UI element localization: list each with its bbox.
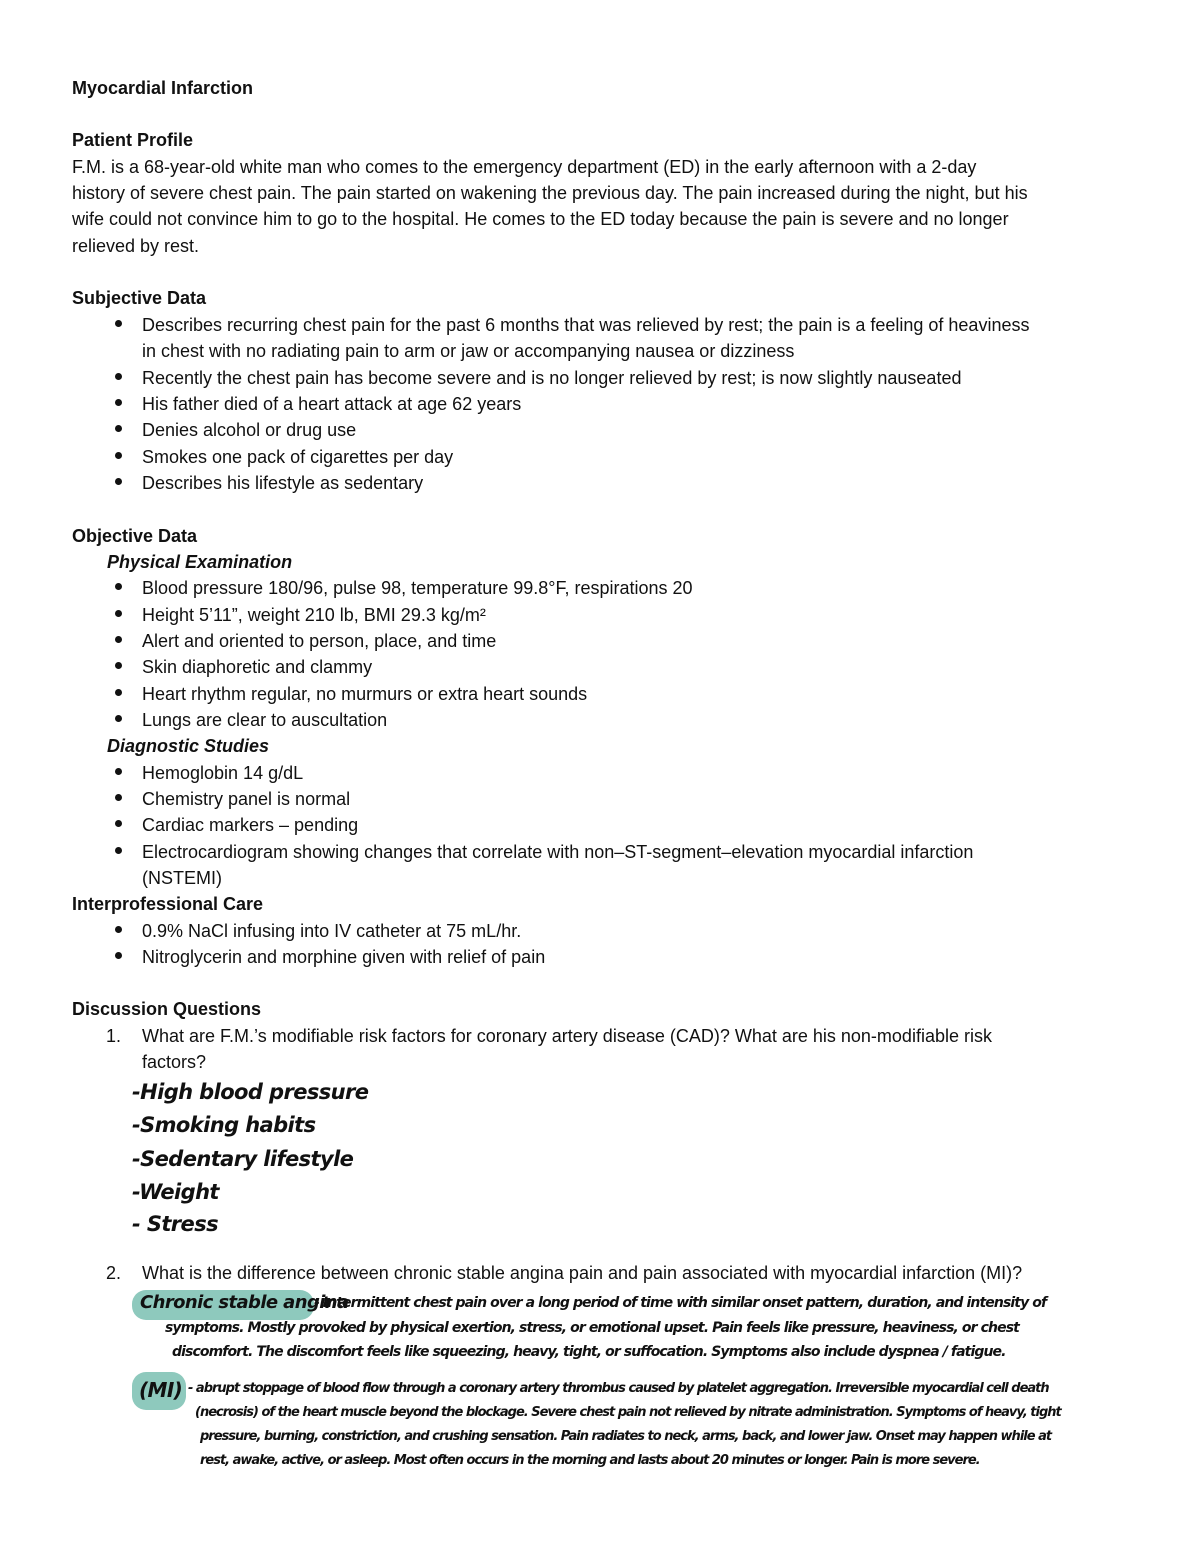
physical-exam-subheading: Physical Examination	[107, 552, 293, 572]
diagnostic-item: Chemistry panel is normal	[142, 789, 351, 809]
bullet-icon	[115, 952, 122, 959]
profile-line: wife could not convince him to go to the hospital. He comes to the ED today because the pain is severe and no longer	[72, 209, 1009, 229]
bullet-icon	[115, 320, 122, 327]
question-number: 2.	[106, 1263, 122, 1283]
mi-answer-line: pressure, burning, constriction, and crushing sensation. Pain radiates to neck, arms, back, and lower jaw. Onset may happen while at	[200, 1429, 1052, 1444]
question-number: 1.	[106, 1026, 122, 1046]
subjective-item-continued: in chest with no radiating pain to arm or jaw or accompanying nausea or dizziness	[142, 341, 795, 361]
bullet-icon	[115, 820, 122, 827]
care-item: 0.9% NaCl infusing into IV catheter at 75 mL/hr.	[142, 921, 522, 941]
handwritten-answer: - Stress	[132, 1212, 218, 1236]
diagnostic-item: Electrocardiogram showing changes that correlate with non–ST-segment–elevation myocardial infarction	[142, 842, 974, 862]
profile-line: history of severe chest pain. The pain started on wakening the previous day. The pain increased during the night, but his	[72, 183, 1028, 203]
mi-label: (MI)	[139, 1378, 183, 1402]
mi-answer-line: - abrupt stoppage of blood flow through a coronary artery thrombus caused by platelet aggregation. Irreversible myocardial cell death	[188, 1381, 1049, 1396]
handwritten-answer: -Sedentary lifestyle	[132, 1147, 354, 1171]
physical-item: Blood pressure 180/96, pulse 98, temperature 99.8°F, respirations 20	[142, 578, 693, 598]
bullet-icon	[115, 399, 122, 406]
physical-item: Skin diaphoretic and clammy	[142, 657, 373, 677]
bullet-icon	[115, 926, 122, 933]
discussion-heading: Discussion Questions	[72, 999, 262, 1019]
question-1-text-continued: factors?	[142, 1052, 207, 1072]
physical-item: Alert and oriented to person, place, and time	[142, 631, 497, 651]
angina-answer-line: - Intermittent chest pain over a long period of time with similar onset pattern, duration, and intensity of	[314, 1295, 1047, 1311]
physical-item: Heart rhythm regular, no murmurs or extra heart sounds	[142, 684, 588, 704]
question-2-text: What is the difference between chronic stable angina pain and pain associated with myocardial infarction (MI)?	[142, 1263, 1023, 1283]
bullet-icon	[115, 478, 122, 485]
handwritten-answer: -Weight	[132, 1180, 219, 1204]
mi-answer-line: rest, awake, active, or asleep. Most often occurs in the morning and lasts about 20 minutes or longer. Pain is more severe.	[200, 1453, 980, 1468]
bullet-icon	[115, 583, 122, 590]
subjective-item: Describes recurring chest pain for the past 6 months that was relieved by rest; the pain is a feeling of heaviness	[142, 315, 1030, 335]
subjective-item: Smokes one pack of cigarettes per day	[142, 447, 454, 467]
angina-answer-line: symptoms. Mostly provoked by physical exertion, stress, or emotional upset. Pain feels like pressure, heaviness, or chest	[165, 1320, 1019, 1336]
diagnostic-item: Hemoglobin 14 g/dL	[142, 763, 304, 783]
profile-line: relieved by rest.	[72, 236, 200, 256]
diagnostic-subheading: Diagnostic Studies	[107, 736, 270, 756]
bullet-icon	[115, 452, 122, 459]
subjective-item: Describes his lifestyle as sedentary	[142, 473, 424, 493]
mi-answer-line: (necrosis) of the heart muscle beyond the blockage. Severe chest pain not relieved by nitrate administration. Symptoms of heavy, tight	[195, 1405, 1061, 1420]
physical-item: Height 5’11”, weight 210 lb, BMI 29.3 kg/m²	[142, 605, 486, 625]
diagnostic-item-continued: (NSTEMI)	[142, 868, 222, 888]
physical-item: Lungs are clear to auscultation	[142, 710, 388, 730]
bullet-icon	[115, 373, 122, 380]
bullet-icon	[115, 794, 122, 801]
bullet-icon	[115, 636, 122, 643]
subjective-item: Recently the chest pain has become severe and is no longer relieved by rest; is now slightly nauseated	[142, 368, 962, 388]
handwritten-answer: -High blood pressure	[132, 1080, 369, 1104]
bullet-icon	[115, 715, 122, 722]
bullet-icon	[115, 610, 122, 617]
bullet-icon	[115, 662, 122, 669]
objective-heading: Objective Data	[72, 526, 198, 546]
bullet-icon	[115, 847, 122, 854]
handwritten-answer: -Smoking habits	[132, 1113, 316, 1137]
profile-line: F.M. is a 68-year-old white man who comes to the emergency department (ED) in the early afternoon with a 2-day	[72, 157, 977, 177]
care-heading: Interprofessional Care	[72, 894, 264, 914]
subjective-item: Denies alcohol or drug use	[142, 420, 357, 440]
bullet-icon	[115, 768, 122, 775]
bullet-icon	[115, 689, 122, 696]
patient-profile-heading: Patient Profile	[72, 130, 194, 150]
angina-answer-line: discomfort. The discomfort feels like squeezing, heavy, tight, or suffocation. Symptoms also include dyspnea / fatigue.	[172, 1344, 1006, 1360]
angina-label: Chronic stable angina	[140, 1292, 349, 1313]
subjective-item: His father died of a heart attack at age 62 years	[142, 394, 522, 414]
diagnostic-item: Cardiac markers – pending	[142, 815, 359, 835]
document-title: Myocardial Infarction	[72, 78, 254, 98]
subjective-heading: Subjective Data	[72, 288, 207, 308]
question-1-text: What are F.M.’s modifiable risk factors for coronary artery disease (CAD)? What are his non-modifiable risk	[142, 1026, 992, 1046]
bullet-icon	[115, 425, 122, 432]
care-item: Nitroglycerin and morphine given with relief of pain	[142, 947, 546, 967]
